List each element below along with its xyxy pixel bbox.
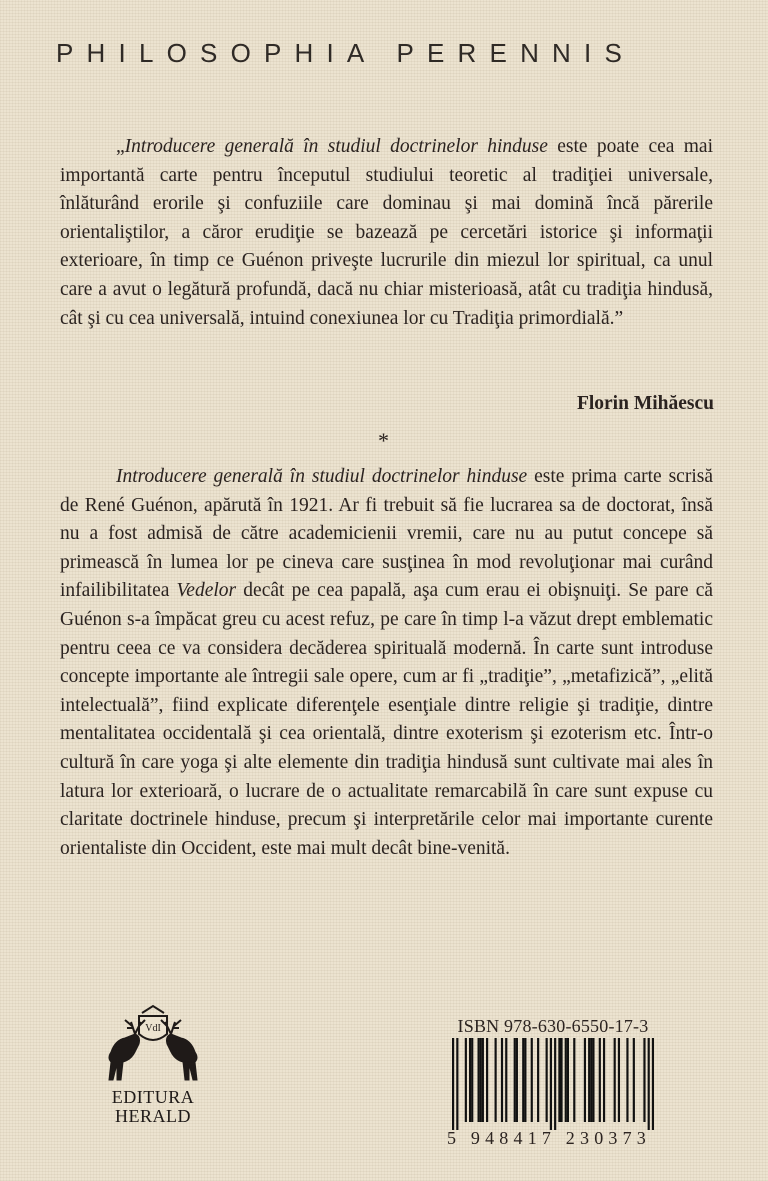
stag-emblem-icon bbox=[101, 1000, 205, 1088]
quote-paragraph bbox=[60, 133, 713, 333]
barcode-bar bbox=[567, 1038, 569, 1122]
section-separator: * bbox=[378, 428, 389, 453]
barcode-bar bbox=[584, 1038, 586, 1122]
barcode-bar bbox=[471, 1038, 473, 1122]
quote-open-mark: „ bbox=[116, 136, 125, 157]
barcode-bar bbox=[603, 1038, 605, 1122]
barcode-bar bbox=[618, 1038, 620, 1122]
barcode-bar bbox=[626, 1038, 628, 1122]
description-text-b: decât pe cea papală, aşa cum erau ei obişnuiţi. Se pare că Guénon s-a împăcat greu cu acest refuz, pe care în timp l-a văzut drept emblematic pentru ceea ce va considera decăderea spirituală modernă. În carte sunt introduse concepte importante ale întregii sale opere, cum ar fi „tradiţie”, „metafizică”, „elită intelectuală”, fiind explicate diferenţele esenţiale dintre religie şi tradiţie, dintre mentalitatea occidentală şi cea orientală, dintre exoterism şi ezoterism etc. Într-o cultură în care yoga şi alte elemente din tradiţia hindusă sunt cultivate mai ales în latura lor exterioară, o lucrare de o actualitate remarcabilă în care sunt expuse cu claritate doctrinele hinduse, precum şi interpretările celor mai importante curente orientaliste din Occident, este mai mult decât bine-venită. bbox=[60, 580, 714, 859]
barcode-bar bbox=[558, 1038, 560, 1122]
description-italic-word: Vedelor bbox=[176, 580, 237, 602]
description-text-a: este prima carte scrisă de René Guénon, apărută în 1921. Ar fi trebuit să fie lucrarea sa de doctorat, însă nu a fost admisă de către academicienii vremii, care nu au putut concepe să primească în lumea lor pe cineva care susţinea în mod revoluţionar mai curând infailibilitatea bbox=[60, 466, 713, 602]
barcode-bar bbox=[537, 1038, 539, 1122]
quote-author: Florin Mihăescu bbox=[576, 393, 714, 414]
barcode-bar bbox=[590, 1038, 592, 1122]
barcode-bar bbox=[648, 1038, 650, 1130]
barcode-bar bbox=[505, 1038, 507, 1122]
barcode-bar bbox=[531, 1038, 533, 1122]
barcode-bar bbox=[643, 1038, 645, 1122]
barcode-bar bbox=[633, 1038, 635, 1122]
barcode-bar bbox=[452, 1038, 454, 1130]
description-book-title: Introducere generală în studiul doctrinelor hinduse bbox=[116, 466, 528, 487]
barcode-bar bbox=[652, 1038, 654, 1130]
isbn-label: ISBN 978-630-6550-17-3 bbox=[457, 1016, 649, 1036]
barcode bbox=[452, 1038, 654, 1130]
barcode-bar bbox=[456, 1038, 458, 1130]
barcode-bar bbox=[478, 1038, 480, 1122]
barcode-bar bbox=[546, 1038, 548, 1122]
isbn-block bbox=[447, 1016, 659, 1148]
barcode-bar bbox=[480, 1038, 482, 1122]
publisher-logo bbox=[98, 1000, 208, 1126]
description-paragraph bbox=[60, 463, 713, 863]
barcode-bar bbox=[495, 1038, 497, 1122]
emblem-monogram: VdI bbox=[145, 1023, 161, 1034]
barcode-bar bbox=[486, 1038, 488, 1122]
barcode-bar bbox=[469, 1038, 471, 1122]
barcode-bar bbox=[573, 1038, 575, 1122]
barcode-bar bbox=[524, 1038, 526, 1122]
quote-book-title: Introducere generală în studiul doctrinelor hinduse bbox=[124, 136, 548, 157]
publisher-name-line2: HERALD bbox=[115, 1106, 191, 1126]
quote-text: este poate cea mai importantă carte pentru începutul studiului teoretic al tradiţiei universale, înlăturând erorile şi confuziile care dominau şi mai domină încă părerile orientaliştilor, a căror erudiţie se bazează pe cercetări istorice şi informaţii exterioare, în timp ce Guénon priveşte lucrurile din miezul lor spiritual, ca unul care a avut o legătură profundă, dacă nu chiar misterioasă, atât cu tradiţia hindusă, cât şi cu cea universală, intuind conexiunea lor cu Tradiţia primordială.” bbox=[60, 136, 714, 329]
barcode-bar bbox=[514, 1038, 516, 1122]
barcode-bar bbox=[565, 1038, 567, 1122]
barcode-bar bbox=[614, 1038, 616, 1122]
barcode-bar bbox=[501, 1038, 503, 1122]
barcode-bar bbox=[554, 1038, 556, 1130]
publisher-name-line1: EDITURA bbox=[111, 1087, 195, 1107]
barcode-digits: 5 948417 230373 bbox=[447, 1128, 651, 1148]
barcode-bar bbox=[592, 1038, 594, 1122]
barcode-bar bbox=[550, 1038, 552, 1130]
barcode-bar bbox=[588, 1038, 590, 1122]
barcode-bar bbox=[522, 1038, 524, 1122]
series-title: PHILOSOPHIA PERENNIS bbox=[56, 38, 635, 68]
barcode-bar bbox=[560, 1038, 562, 1122]
barcode-bar bbox=[482, 1038, 484, 1122]
barcode-bar bbox=[516, 1038, 518, 1122]
barcode-bar bbox=[599, 1038, 601, 1122]
barcode-bar bbox=[465, 1038, 467, 1122]
